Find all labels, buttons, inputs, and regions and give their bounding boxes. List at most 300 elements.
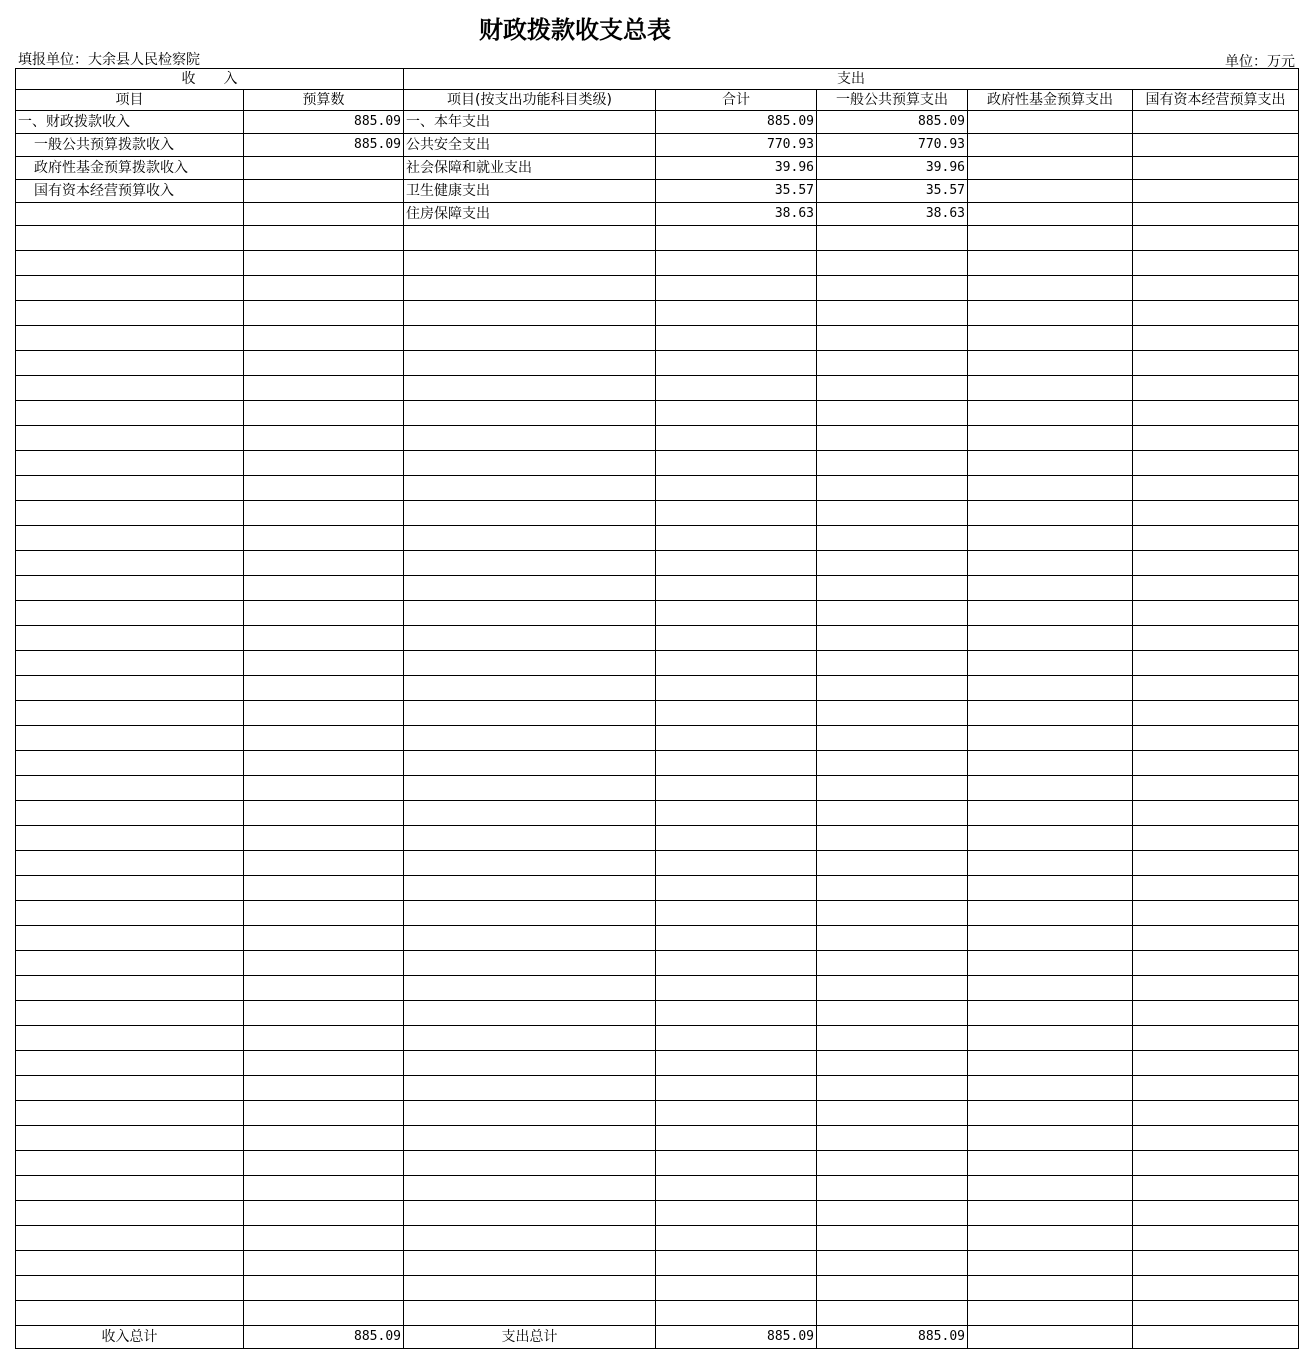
empty-cell (968, 1026, 1133, 1051)
empty-cell (404, 651, 656, 676)
empty-cell (656, 1301, 817, 1326)
empty-cell (1133, 1051, 1299, 1076)
empty-cell (817, 801, 968, 826)
state-cell (1133, 134, 1299, 157)
empty-cell (968, 676, 1133, 701)
empty-cell (1133, 1201, 1299, 1226)
empty-cell (16, 976, 244, 1001)
empty-cell (1133, 376, 1299, 401)
empty-cell (656, 1101, 817, 1126)
empty-cell (404, 451, 656, 476)
empty-cell (16, 801, 244, 826)
empty-row (16, 826, 1299, 851)
empty-cell (404, 1301, 656, 1326)
table-row (16, 203, 1299, 226)
empty-cell (817, 1051, 968, 1076)
income-total-label: 收入总计 (16, 1326, 244, 1349)
empty-cell (817, 876, 968, 901)
empty-cell (656, 426, 817, 451)
empty-cell (817, 401, 968, 426)
empty-cell (404, 301, 656, 326)
empty-cell (244, 1251, 404, 1276)
empty-cell (1133, 1101, 1299, 1126)
empty-cell (244, 276, 404, 301)
empty-row (16, 526, 1299, 551)
total-cell: 35.57 (656, 180, 817, 203)
empty-cell (817, 1151, 968, 1176)
empty-row (16, 1301, 1299, 1326)
empty-cell (244, 626, 404, 651)
empty-cell (817, 676, 968, 701)
empty-cell (404, 1051, 656, 1076)
empty-row (16, 1226, 1299, 1251)
empty-cell (1133, 751, 1299, 776)
empty-cell (1133, 476, 1299, 501)
income-amount-cell: 885.09 (244, 111, 404, 134)
fund-total-value (968, 1326, 1133, 1349)
empty-cell (16, 426, 244, 451)
empty-cell (1133, 776, 1299, 801)
empty-cell (244, 1176, 404, 1201)
empty-cell (817, 1226, 968, 1251)
empty-cell (968, 826, 1133, 851)
empty-cell (16, 651, 244, 676)
fund-cell (968, 180, 1133, 203)
empty-cell (244, 826, 404, 851)
empty-cell (817, 1001, 968, 1026)
empty-cell (968, 926, 1133, 951)
empty-cell (968, 501, 1133, 526)
empty-cell (1133, 1251, 1299, 1276)
empty-cell (16, 1176, 244, 1201)
col-header-income-item: 项目 (16, 90, 244, 111)
empty-cell (1133, 1276, 1299, 1301)
state-total-value (1133, 1326, 1299, 1349)
empty-cell (244, 376, 404, 401)
empty-cell (16, 601, 244, 626)
table-row (16, 111, 1299, 134)
empty-cell (656, 926, 817, 951)
income-amount-cell (244, 157, 404, 180)
empty-cell (16, 376, 244, 401)
empty-cell (656, 801, 817, 826)
empty-cell (656, 901, 817, 926)
empty-row (16, 651, 1299, 676)
empty-cell (656, 1251, 817, 1276)
general-total-value: 885.09 (817, 1326, 968, 1349)
empty-cell (1133, 401, 1299, 426)
empty-row (16, 376, 1299, 401)
empty-cell (1133, 951, 1299, 976)
empty-cell (968, 551, 1133, 576)
empty-cell (244, 476, 404, 501)
empty-cell (404, 226, 656, 251)
empty-row (16, 676, 1299, 701)
empty-row (16, 801, 1299, 826)
empty-cell (656, 701, 817, 726)
empty-cell (817, 426, 968, 451)
empty-cell (404, 1276, 656, 1301)
general-cell: 39.96 (817, 157, 968, 180)
empty-cell (817, 901, 968, 926)
empty-cell (244, 1101, 404, 1126)
empty-cell (817, 701, 968, 726)
empty-cell (404, 926, 656, 951)
empty-cell (817, 476, 968, 501)
empty-row (16, 551, 1299, 576)
empty-cell (16, 551, 244, 576)
empty-cell (968, 751, 1133, 776)
empty-cell (968, 651, 1133, 676)
money-unit-label: 单位：万元 (1225, 54, 1295, 70)
empty-cell (656, 326, 817, 351)
empty-cell (404, 1076, 656, 1101)
empty-cell (968, 876, 1133, 901)
empty-row (16, 576, 1299, 601)
empty-cell (1133, 326, 1299, 351)
table-row (16, 134, 1299, 157)
empty-row (16, 226, 1299, 251)
empty-cell (817, 226, 968, 251)
empty-cell (244, 1276, 404, 1301)
empty-cell (1133, 701, 1299, 726)
empty-cell (1133, 601, 1299, 626)
empty-cell (1133, 901, 1299, 926)
empty-cell (16, 776, 244, 801)
total-cell: 770.93 (656, 134, 817, 157)
empty-cell (404, 501, 656, 526)
empty-cell (1133, 426, 1299, 451)
empty-cell (244, 1001, 404, 1026)
empty-row (16, 951, 1299, 976)
empty-cell (968, 701, 1133, 726)
empty-cell (404, 326, 656, 351)
empty-cell (968, 1276, 1133, 1301)
empty-cell (404, 551, 656, 576)
empty-cell (16, 1201, 244, 1226)
empty-cell (244, 551, 404, 576)
empty-cell (404, 1226, 656, 1251)
empty-cell (244, 1076, 404, 1101)
empty-cell (244, 426, 404, 451)
empty-cell (404, 801, 656, 826)
empty-cell (968, 1076, 1133, 1101)
empty-cell (656, 776, 817, 801)
empty-cell (968, 901, 1133, 926)
empty-cell (968, 1151, 1133, 1176)
empty-cell (968, 1001, 1133, 1026)
empty-row (16, 451, 1299, 476)
empty-cell (656, 726, 817, 751)
empty-cell (1133, 1076, 1299, 1101)
empty-cell (404, 276, 656, 301)
empty-cell (656, 501, 817, 526)
empty-row (16, 1201, 1299, 1226)
empty-cell (656, 851, 817, 876)
empty-cell (817, 926, 968, 951)
empty-cell (16, 526, 244, 551)
empty-cell (244, 926, 404, 951)
general-cell: 770.93 (817, 134, 968, 157)
fund-cell (968, 157, 1133, 180)
empty-cell (1133, 276, 1299, 301)
empty-cell (16, 276, 244, 301)
empty-cell (244, 776, 404, 801)
empty-cell (817, 726, 968, 751)
empty-cell (656, 551, 817, 576)
empty-cell (16, 1251, 244, 1276)
empty-cell (656, 376, 817, 401)
empty-row (16, 976, 1299, 1001)
empty-cell (968, 1201, 1133, 1226)
empty-cell (1133, 976, 1299, 1001)
empty-cell (817, 1026, 968, 1051)
empty-row (16, 351, 1299, 376)
empty-cell (817, 601, 968, 626)
empty-cell (968, 1126, 1133, 1151)
empty-cell (656, 976, 817, 1001)
empty-cell (244, 976, 404, 1001)
empty-cell (1133, 1001, 1299, 1026)
empty-cell (404, 351, 656, 376)
empty-cell (656, 626, 817, 651)
empty-cell (656, 1151, 817, 1176)
empty-cell (244, 351, 404, 376)
empty-row (16, 1001, 1299, 1026)
empty-cell (16, 1026, 244, 1051)
empty-cell (404, 251, 656, 276)
empty-cell (656, 1026, 817, 1051)
empty-cell (16, 1301, 244, 1326)
empty-cell (817, 851, 968, 876)
income-amount-cell (244, 180, 404, 203)
income-amount-cell (244, 203, 404, 226)
empty-row (16, 876, 1299, 901)
empty-cell (1133, 451, 1299, 476)
income-amount-cell: 885.09 (244, 134, 404, 157)
table-row (16, 180, 1299, 203)
empty-cell (16, 726, 244, 751)
empty-cell (16, 501, 244, 526)
empty-cell (1133, 926, 1299, 951)
empty-cell (404, 526, 656, 551)
empty-cell (404, 1026, 656, 1051)
empty-cell (1133, 851, 1299, 876)
empty-cell (16, 951, 244, 976)
finance-table (15, 68, 1299, 1349)
empty-cell (244, 651, 404, 676)
empty-cell (968, 1301, 1133, 1326)
empty-cell (968, 226, 1133, 251)
empty-cell (817, 351, 968, 376)
empty-cell (1133, 801, 1299, 826)
empty-row (16, 251, 1299, 276)
empty-cell (404, 476, 656, 501)
total-cell: 38.63 (656, 203, 817, 226)
empty-cell (1133, 251, 1299, 276)
empty-cell (968, 426, 1133, 451)
empty-cell (244, 1026, 404, 1051)
empty-cell (817, 551, 968, 576)
empty-row (16, 751, 1299, 776)
empty-cell (404, 776, 656, 801)
col-header-expense-item: 项目(按支出功能科目类级) (404, 90, 656, 111)
empty-cell (968, 526, 1133, 551)
empty-cell (656, 1201, 817, 1226)
empty-cell (968, 776, 1133, 801)
empty-cell (404, 1176, 656, 1201)
empty-cell (1133, 1026, 1299, 1051)
empty-cell (656, 1176, 817, 1201)
empty-cell (1133, 226, 1299, 251)
empty-cell (656, 951, 817, 976)
empty-cell (244, 901, 404, 926)
empty-cell (16, 751, 244, 776)
empty-cell (968, 351, 1133, 376)
empty-cell (244, 801, 404, 826)
empty-cell (1133, 651, 1299, 676)
empty-cell (16, 401, 244, 426)
empty-row (16, 1076, 1299, 1101)
empty-row (16, 626, 1299, 651)
empty-cell (404, 726, 656, 751)
empty-cell (404, 901, 656, 926)
empty-cell (244, 851, 404, 876)
empty-cell (404, 401, 656, 426)
empty-cell (817, 951, 968, 976)
empty-cell (404, 576, 656, 601)
empty-row (16, 1026, 1299, 1051)
empty-cell (968, 951, 1133, 976)
empty-cell (16, 676, 244, 701)
empty-cell (16, 451, 244, 476)
empty-row (16, 776, 1299, 801)
empty-cell (656, 251, 817, 276)
empty-cell (244, 1201, 404, 1226)
empty-row (16, 701, 1299, 726)
empty-cell (968, 576, 1133, 601)
empty-cell (817, 326, 968, 351)
empty-cell (1133, 526, 1299, 551)
empty-row (16, 1251, 1299, 1276)
empty-cell (656, 276, 817, 301)
income-group-header: 收 入 (16, 69, 404, 90)
income-item-cell: 一般公共预算拨款收入 (16, 134, 244, 157)
empty-cell (656, 1276, 817, 1301)
empty-cell (817, 526, 968, 551)
empty-cell (244, 951, 404, 976)
empty-cell (16, 851, 244, 876)
empty-cell (16, 1151, 244, 1176)
state-cell (1133, 111, 1299, 134)
state-cell (1133, 157, 1299, 180)
empty-cell (404, 1201, 656, 1226)
empty-cell (817, 1276, 968, 1301)
empty-row (16, 851, 1299, 876)
col-header-state: 国有资本经营预算支出 (1133, 90, 1299, 111)
fund-cell (968, 134, 1133, 157)
empty-cell (1133, 1176, 1299, 1201)
empty-cell (404, 601, 656, 626)
state-cell (1133, 203, 1299, 226)
general-cell: 35.57 (817, 180, 968, 203)
empty-cell (404, 751, 656, 776)
total-cell: 885.09 (656, 111, 817, 134)
empty-cell (968, 726, 1133, 751)
empty-cell (404, 626, 656, 651)
empty-cell (817, 626, 968, 651)
empty-cell (656, 351, 817, 376)
empty-cell (1133, 876, 1299, 901)
empty-cell (1133, 626, 1299, 651)
empty-cell (1133, 301, 1299, 326)
empty-cell (1133, 826, 1299, 851)
empty-cell (817, 1101, 968, 1126)
empty-cell (1133, 501, 1299, 526)
general-cell: 885.09 (817, 111, 968, 134)
empty-cell (656, 401, 817, 426)
empty-cell (968, 326, 1133, 351)
empty-row (16, 301, 1299, 326)
income-total-value: 885.09 (244, 1326, 404, 1349)
empty-cell (1133, 576, 1299, 601)
expense-total-label: 支出总计 (404, 1326, 656, 1349)
empty-row (16, 401, 1299, 426)
empty-row (16, 1276, 1299, 1301)
general-cell: 38.63 (817, 203, 968, 226)
empty-cell (16, 301, 244, 326)
empty-row (16, 1101, 1299, 1126)
empty-cell (1133, 551, 1299, 576)
empty-row (16, 326, 1299, 351)
empty-row (16, 1051, 1299, 1076)
empty-cell (656, 1051, 817, 1076)
empty-cell (16, 1051, 244, 1076)
empty-cell (404, 1101, 656, 1126)
empty-cell (244, 1126, 404, 1151)
empty-cell (968, 851, 1133, 876)
expense-group-header: 支出 (404, 69, 1299, 90)
empty-cell (656, 1226, 817, 1251)
empty-cell (244, 701, 404, 726)
fund-cell (968, 111, 1133, 134)
empty-cell (656, 651, 817, 676)
total-row (16, 1326, 1299, 1349)
empty-cell (404, 676, 656, 701)
empty-cell (16, 876, 244, 901)
col-header-fund: 政府性基金预算支出 (968, 90, 1133, 111)
empty-cell (968, 476, 1133, 501)
empty-cell (656, 826, 817, 851)
empty-cell (16, 626, 244, 651)
group-header-row (16, 69, 1299, 90)
empty-row (16, 1176, 1299, 1201)
empty-cell (404, 951, 656, 976)
empty-cell (1133, 1226, 1299, 1251)
empty-cell (817, 1176, 968, 1201)
state-cell (1133, 180, 1299, 203)
fill-unit-label: 填报单位：大余县人民检察院 (18, 52, 200, 68)
empty-cell (817, 1301, 968, 1326)
empty-cell (817, 501, 968, 526)
empty-cell (817, 251, 968, 276)
empty-cell (656, 476, 817, 501)
empty-cell (244, 1151, 404, 1176)
empty-cell (817, 751, 968, 776)
expense-item-cell: 社会保障和就业支出 (404, 157, 656, 180)
empty-cell (1133, 351, 1299, 376)
empty-cell (404, 426, 656, 451)
